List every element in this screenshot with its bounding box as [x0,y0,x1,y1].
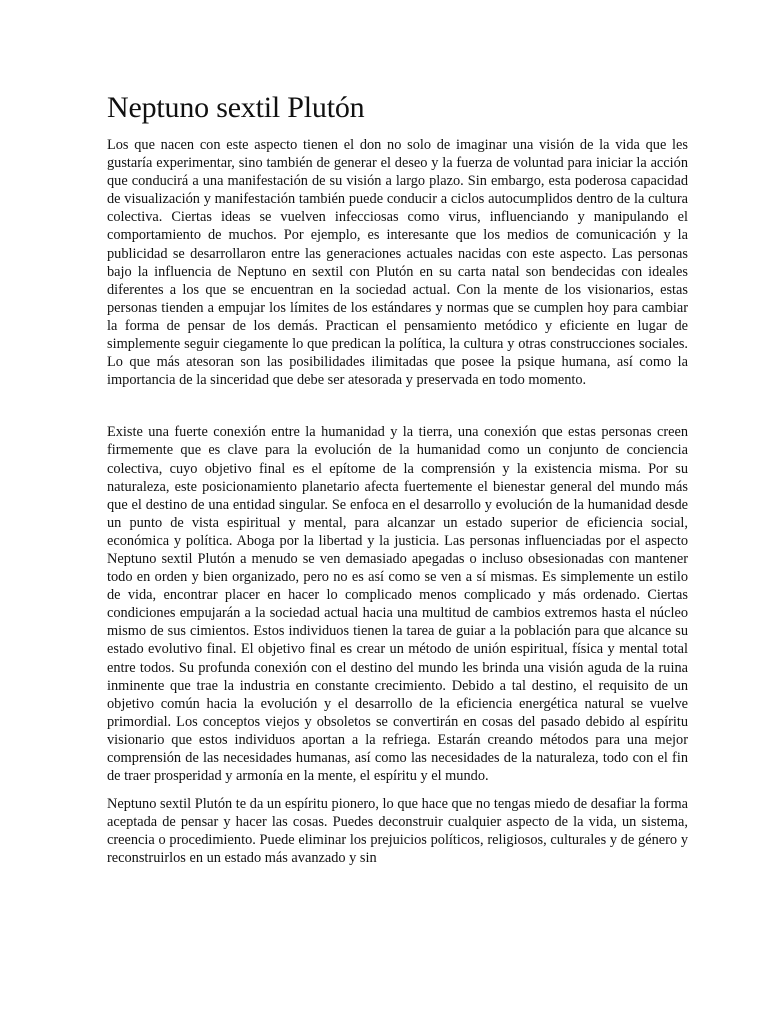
paragraph-2: Existe una fuerte conexión entre la humanidad y la tierra, una conexión que estas personas creen firmemente que es clave para la evolución de la humanidad como un conjunto de conciencia colectiva, cuyo objetivo final es el epítome de la comprensión y la existencia misma. Por su naturaleza, este posicionamiento planetario afecta fuertemente el bienestar general del mundo más que el destino de una entidad singular. Se enfoca en el desarrollo y evolución de la humanidad desde un punto de vista espiritual y mental, para alcanzar un estado superior de eficiencia social, económica y política. Aboga por la libertad y la justicia. Las personas influenciadas por el aspecto Neptuno sextil Plutón a menudo se ven demasiado apegadas o incluso obsesionadas con mantener todo en orden y bien organizado, pero no es así como se ven a sí mismas. Es simplemente un estilo de vida, encontrar placer en hacer lo complicado menos complicado y más ordenado. Ciertas condiciones empujarán a la sociedad actual hacia una multitud de cambios extremos hasta el núcleo mismo de sus cimientos. Estos individuos tienen la tarea de guiar a la población para que alcance su estado evolutivo final. El objetivo final es crear un método de unión espiritual, física y mental total entre todos. Su profunda conexión con el destino del mundo les brinda una visión aguda de la ruina inminente que trae la industria en constante crecimiento. Debido a tal destino, el requisito de un objetivo común hacia la evolución y el desarrollo de la eficiencia energética natural se vuelve primordial. Los conceptos viejos y obsoletos se convertirán en cosas del pasado debido al espíritu visionario que estos individuos aportan a la refriega. Estarán creando métodos para una mejor comprensión de las necesidades humanas, así como las necesidades de la naturaleza, todo con el fin de traer prosperidad y armonía en la mente, el espíritu y el mundo. [107,424,688,785]
document-title: Neptuno sextil Plutón [107,91,365,124]
document-page [107,88,688,868]
paragraph-3: Neptuno sextil Plutón te da un espíritu pionero, lo que hace que no tengas miedo de desafiar la forma aceptada de pensar y hacer las cosas. Puedes deconstruir cualquier aspecto de la vida, un sistema, creencia o procedimiento. Puede eliminar los prejuicios políticos, religiosos, culturales y de género y reconstruirlos en un estado más avanzado y sin [107,796,688,867]
paragraph-1: Los que nacen con este aspecto tienen el don no solo de imaginar una visión de la vida que les gustaría experimentar, sino también de generar el deseo y la fuerza de voluntad para iniciar la acción que conducirá a una manifestación de su visión a largo plazo. Sin embargo, esta poderosa capacidad de visualización y manifestación también puede conducir a ciclos autocumplidos dentro de la cultura colectiva. Ciertas ideas se vuelven infecciosas como virus, influenciando y manipulando el comportamiento de muchos. Por ejemplo, es interesante que los medios de comunicación y la publicidad se desarrollaron entre las generaciones actuales nacidas con este aspecto. Las personas bajo la influencia de Neptuno en sextil con Plutón en su carta natal son bendecidas con ideales diferentes a los que se encuentran en la sociedad actual. Con la mente de los visionarios, estas personas tienden a empujar los límites de los estándares y normas que se cumplen hoy para cambiar la forma de pensar de los demás. Practican el pensamiento metódico y eficiente en lugar de simplemente seguir ciegamente lo que predican la política, la cultura y otras construcciones sociales. Lo que más atesoran son las posibilidades ilimitadas que posee la psique humana, así como la importancia de la sinceridad que debe ser atesorada y preservada en todo momento. [107,137,688,389]
